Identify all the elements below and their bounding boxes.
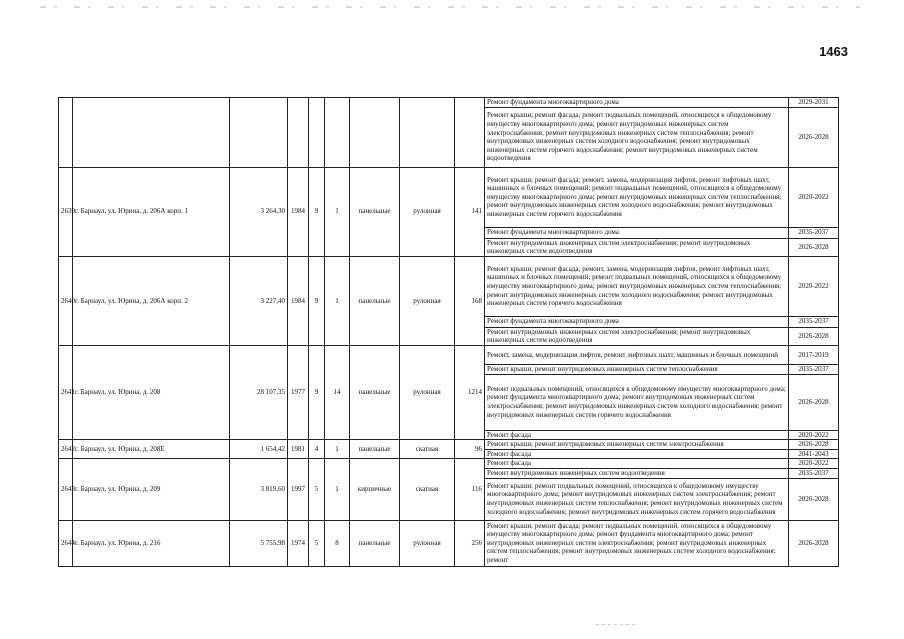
table-row: [59, 167, 839, 227]
roof-cell: рулонная: [400, 256, 455, 345]
work-description: Ремонт фасада: [485, 430, 789, 440]
entrances-cell: [325, 98, 350, 168]
address-cell: [73, 98, 230, 168]
residents-cell: 256: [455, 520, 485, 566]
residents-cell: 1214: [455, 345, 485, 439]
year-cell: 1977: [288, 345, 309, 439]
row-number: 2643: [59, 459, 73, 520]
entrances-cell: 1: [325, 167, 350, 256]
walls-cell: [350, 98, 400, 168]
year-cell: 1984: [288, 167, 309, 256]
work-description: Ремонт крыши; ремонт фасада; ремонт, замена, модернизация лифтов, ремонт лифтовых шахт, машинных и блочных помещений; ремонт подвальных помещений, относящихся к общедомовому имуществу многоквартирного дома; ремонт внутридомовых инженерных систем теплоснабжения; ремонт внутридомовых инженерных систем холодного водоснабжения; ремонт внутридомовых инженерных систем горячего водоснабжения: [485, 256, 789, 316]
walls-cell: кирпичные: [350, 459, 400, 520]
entrances-cell: 1: [325, 440, 350, 459]
year-cell: [288, 98, 309, 168]
work-period: 2020-2022: [789, 256, 839, 316]
area-cell: 3 227,40: [230, 256, 288, 345]
work-period: 2035-2037: [789, 227, 839, 238]
address-cell: г. Барнаул, ул. Юрина, д. 216: [73, 520, 230, 566]
table-row: [59, 459, 839, 469]
area-cell: 28 107,35: [230, 345, 288, 439]
table-row: [59, 256, 839, 316]
area-cell: 3 819,60: [230, 459, 288, 520]
roof-cell: рулонная: [400, 167, 455, 256]
work-description: Ремонт крыши; ремонт фасада; ремонт, замена, модернизация лифтов, ремонт лифтовых шахт, машинных и блочных помещений; ремонт подвальных помещений, относящихся к общедомовому имуществу многоквартирного дома; ремонт внутридомовых инженерных систем теплоснабжения; ремонт внутридомовых инженерных систем холодного водоснабжения; ремонт внутридомовых инженерных систем горячего водоснабжения: [485, 167, 789, 227]
work-description: Ремонт крыши; ремонт фасада; ремонт подвальных помещений, относящихся к общедомовому имуществу многоквартирного дома; ремонт внутридомовых инженерных систем электроснабжения; ремонт внутридомовых инженерных систем теплоснабжения; ремонт внутридомовых инженерных систем холодного водоснабжения; ремонт внутридомовых инженерных систем горячего водоснабжения; ремонт внутридомовых инженерных систем водоотведения: [485, 107, 789, 167]
work-period: 2017-2019: [789, 345, 839, 364]
work-period: 2029-2031: [789, 98, 839, 108]
work-period: 2026-2028: [789, 478, 839, 520]
residents-cell: 116: [455, 459, 485, 520]
floors-cell: 9: [309, 167, 325, 256]
area-cell: [230, 98, 288, 168]
work-period: 2026-2028: [789, 327, 839, 345]
work-description: Ремонт фундамента многоквартирного дома: [485, 98, 789, 108]
row-number: [59, 98, 73, 168]
residents-cell: [455, 98, 485, 168]
floors-cell: 5: [309, 520, 325, 566]
work-period: 2035-2037: [789, 468, 839, 478]
row-number: 2639: [59, 167, 73, 256]
work-period: 2020-2022: [789, 430, 839, 440]
entrances-cell: 1: [325, 256, 350, 345]
work-description: Ремонт внутридомовых инженерных систем электроснабжения; ремонт внутридомовых инженерных систем водоотведения: [485, 238, 789, 256]
residents-cell: 168: [455, 256, 485, 345]
entrances-cell: 1: [325, 459, 350, 520]
roof-cell: [400, 98, 455, 168]
work-description: Ремонт подвальных помещений, относящихся к общедомовому имуществу многоквартирного дома; ремонт фундамента многоквартирного дома; ремонт внутридомовых инженерных систем электроснабжения; ремонт внутридомовых инженерных систем холодного водоснабжения; ремонт внутридомовых инженерных систем горячего водоснабжения: [485, 374, 789, 430]
year-cell: 1974: [288, 520, 309, 566]
repair-schedule-table: [58, 97, 839, 567]
table-row: [59, 345, 839, 364]
work-description: Ремонт внутридомовых инженерных систем водоотведения: [485, 468, 789, 478]
walls-cell: панельные: [350, 167, 400, 256]
work-period: 2035-2037: [789, 364, 839, 374]
work-description: Ремонт, замена, модернизация лифтов, ремонт лифтовых шахт, машинных и блочных помещений: [485, 345, 789, 364]
work-description: Ремонт крыши; ремонт внутридомовых инженерных систем теплоснабжения: [485, 364, 789, 374]
roof-cell: рулонная: [400, 520, 455, 566]
residents-cell: 96: [455, 440, 485, 459]
work-description: Ремонт крыши; ремонт внутридомовых инженерных систем электроснабжения: [485, 440, 789, 450]
floors-cell: [309, 98, 325, 168]
address-cell: г. Барнаул, ул. Юрина, д. 208: [73, 345, 230, 439]
roof-cell: скатная: [400, 440, 455, 459]
roof-cell: рулонная: [400, 345, 455, 439]
work-description: Ремонт фундамента многоквартирного дома: [485, 227, 789, 238]
scan-noise: [40, 6, 860, 8]
work-period: 2020-2022: [789, 167, 839, 227]
area-cell: 3 264,30: [230, 167, 288, 256]
address-cell: г. Барнаул, ул. Юрина, д. 206А корп. 1: [73, 167, 230, 256]
floors-cell: 4: [309, 440, 325, 459]
work-description: Ремонт крыши; ремонт подвальных помещений, относящихся к общедомовому имуществу многоквартирного дома; ремонт внутридомовых инженерных систем электроснабжения; ремонт внутридомовых инженерных систем теплоснабжения; ремонт внутридомовых инженерных систем холодного водоснабжения; ремонт внутридомовых инженерных систем горячего водоснабжения: [485, 478, 789, 520]
scan-mark: [596, 624, 636, 625]
walls-cell: панельные: [350, 256, 400, 345]
table-row: [59, 520, 839, 566]
entrances-cell: 8: [325, 520, 350, 566]
area-cell: 1 654,42: [230, 440, 288, 459]
work-period: 2026-2028: [789, 238, 839, 256]
table-row: [59, 98, 839, 108]
work-description: Ремонт внутридомовых инженерных систем электроснабжения; ремонт внутридомовых инженерных систем водоотведения: [485, 327, 789, 345]
page-number: 1463: [819, 44, 848, 59]
entrances-cell: 14: [325, 345, 350, 439]
work-period: 2035-2037: [789, 316, 839, 327]
floors-cell: 9: [309, 256, 325, 345]
work-description: Ремонт фундамента многоквартирного дома: [485, 316, 789, 327]
work-period: 2026-2028: [789, 440, 839, 450]
address-cell: г. Барнаул, ул. Юрина, д. 209: [73, 459, 230, 520]
year-cell: 1981: [288, 440, 309, 459]
row-number: 2640: [59, 256, 73, 345]
roof-cell: скатная: [400, 459, 455, 520]
work-description: Ремонт крыши; ремонт фасада; ремонт подвальных помещений, относящихся к общедомовому имуществу многоквартирного дома; ремонт фундамента многоквартирного дома; ремонт внутридомовых инженерных систем электроснабжения; ремонт внутридомовых инженерных систем теплоснабжения; ремонт внутридомовых инженерных систем холодного водоснабжения; ремонт: [485, 520, 789, 566]
walls-cell: панельные: [350, 440, 400, 459]
work-description: Ремонт фасада: [485, 449, 789, 459]
address-cell: г. Барнаул, ул. Юрина, д. 208Е: [73, 440, 230, 459]
walls-cell: панельные: [350, 345, 400, 439]
walls-cell: панельные: [350, 520, 400, 566]
address-cell: г. Барнаул, ул. Юрина, д. 206А корп. 2: [73, 256, 230, 345]
row-number: 2644: [59, 520, 73, 566]
work-period: 2026-2028: [789, 520, 839, 566]
row-number: 2642: [59, 440, 73, 459]
area-cell: 5 755,98: [230, 520, 288, 566]
year-cell: 1997: [288, 459, 309, 520]
work-period: 2020-2022: [789, 459, 839, 469]
floors-cell: 9: [309, 345, 325, 439]
table-row: [59, 440, 839, 450]
floors-cell: 5: [309, 459, 325, 520]
residents-cell: 141: [455, 167, 485, 256]
row-number: 2641: [59, 345, 73, 439]
work-period: 2026-2028: [789, 107, 839, 167]
work-description: Ремонт фасада: [485, 459, 789, 469]
year-cell: 1984: [288, 256, 309, 345]
work-period: 2026-2028: [789, 374, 839, 430]
work-period: 2041-2043: [789, 449, 839, 459]
